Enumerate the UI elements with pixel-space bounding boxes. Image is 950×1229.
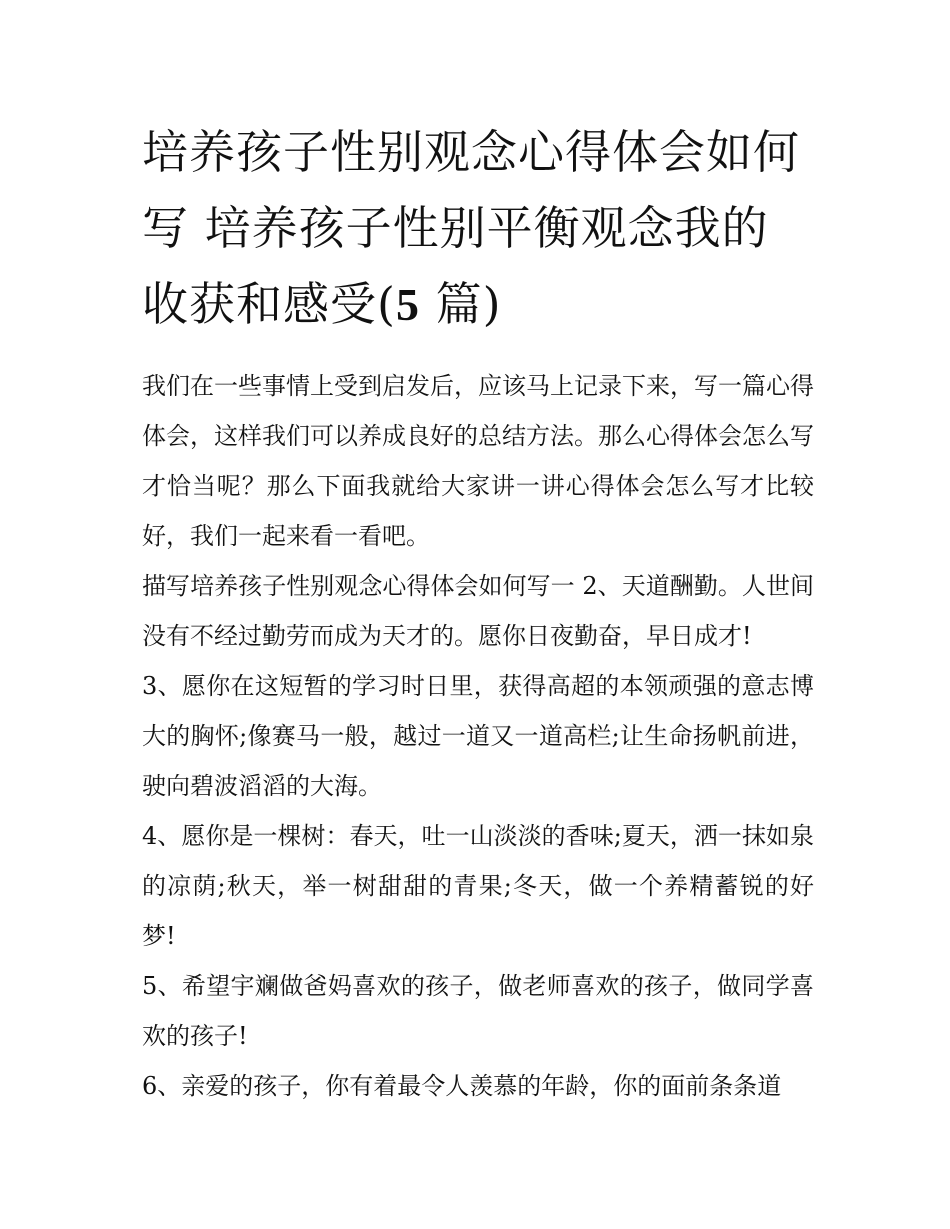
title-count: 5 bbox=[395, 279, 420, 330]
paragraph-item-4: 4、愿你是一棵树：春天，吐一山淡淡的香味;夏天，洒一抹如泉的凉荫;秋天，举一树甜甜的青果;冬天，做一个养精蓄锐的好梦! bbox=[142, 822, 814, 950]
document-body bbox=[142, 114, 814, 1111]
title-suffix: 篇) bbox=[419, 277, 502, 331]
intro-paragraph: 我们在一些事情上受到启发后，应该马上记录下来，写一篇心得体会，这样我们可以养成良好的总结方法。那么心得体会怎么写才恰当呢？那么下面我就给大家讲一讲心得体会怎么写才比较好，我们一起来看一看吧。 bbox=[142, 372, 814, 550]
paragraph-item-2: 描写培养孩子性别观念心得体会如何写一 2、天道酬勤。人世间没有不经过勤劳而成为天才的。愿你日夜勤奋，早日成才! bbox=[142, 572, 814, 650]
document-title bbox=[142, 114, 814, 343]
paragraph-item-3: 3、愿你在这短暂的学习时日里，获得高超的本领顽强的意志博大的胸怀;像赛马一般，越过一道又一道高栏;让生命扬帆前进，驶向碧波滔滔的大海。 bbox=[142, 672, 814, 800]
paragraph-item-6: 6、亲爱的孩子，你有着最令人羡慕的年龄，你的面前条条道 bbox=[142, 1072, 782, 1100]
paragraph-item-5: 5、希望宇斓做爸妈喜欢的孩子，做老师喜欢的孩子，做同学喜欢的孩子! bbox=[142, 972, 814, 1050]
title-text: 培养孩子性别观念心得体会如何写 培养孩子性别平衡观念我的收获和感受( bbox=[142, 125, 800, 331]
